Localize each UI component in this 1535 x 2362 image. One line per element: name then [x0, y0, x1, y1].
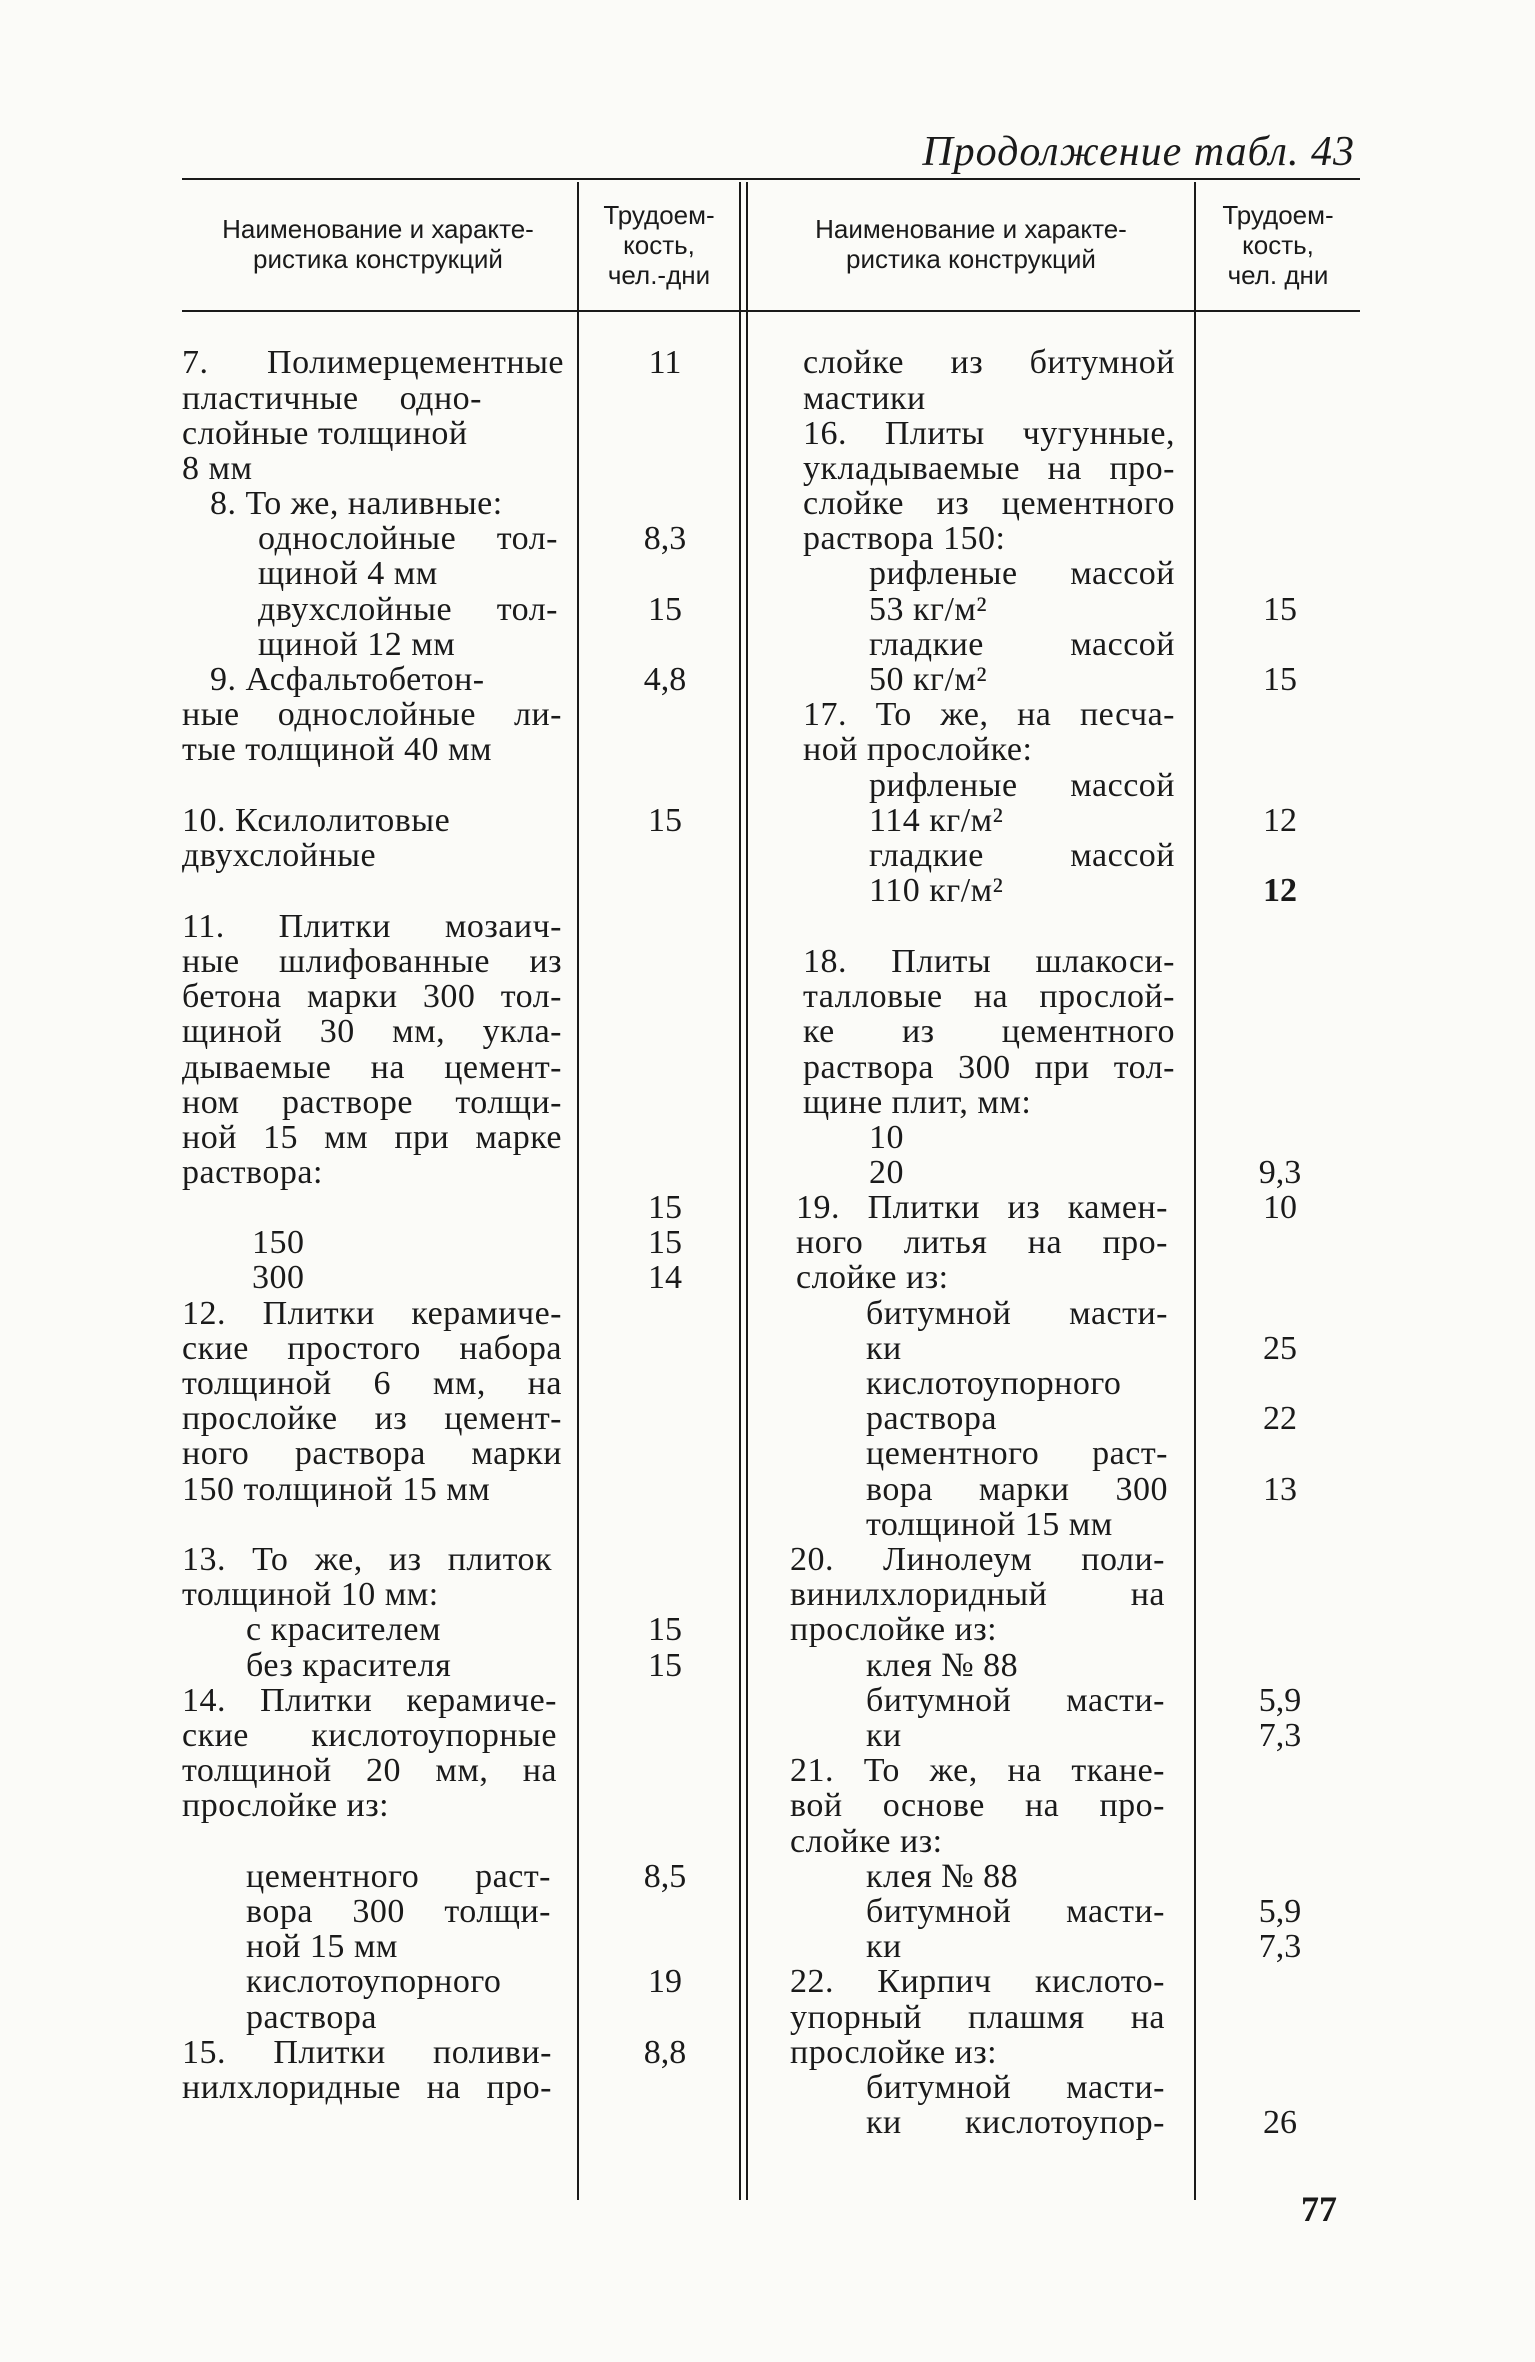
left-text-line: ного раствора марки — [182, 1435, 562, 1472]
left-text-line: щиной 30 мм, укла- — [182, 1013, 562, 1050]
left-text-line: 14. Плитки керамиче- — [182, 1682, 557, 1719]
right-labor-value: 25 — [1263, 1330, 1297, 1367]
right-text-line: клея № 88 — [866, 1647, 1019, 1684]
left-text-line: ной 15 мм — [246, 1928, 398, 1965]
left-text-line: толщиной 20 мм, на — [182, 1752, 557, 1789]
left-labor-value: 8,3 — [643, 520, 687, 557]
right-text-line: 22. Кирпич кислото- — [790, 1963, 1165, 2000]
right-labor-value: 9,3 — [1258, 1154, 1302, 1191]
right-text-line: ки — [866, 1717, 902, 1754]
right-text-line: 10 — [869, 1119, 904, 1156]
right-text-line: рифленые массой — [869, 767, 1175, 804]
right-text-line: гладкие массой — [869, 626, 1175, 663]
right-text-line: кислотоупорного — [866, 1365, 1122, 1402]
left-text-line: 15. Плитки поливи- — [182, 2034, 552, 2071]
left-labor-value: 8,5 — [643, 1858, 687, 1895]
right-text-line: вой основе на про- — [790, 1787, 1165, 1824]
left-text-line: с красителем — [246, 1611, 442, 1648]
right-text-line: рифленые массой — [869, 555, 1175, 592]
left-text-line: ном растворе толщи- — [182, 1084, 562, 1121]
right-text-line: 18. Плиты шлакоси- — [803, 943, 1175, 980]
left-text-line: вора 300 толщи- — [246, 1893, 551, 1930]
right-labor-value: 15 — [1263, 591, 1297, 628]
left-text-line: ские кислотоупорные — [182, 1717, 557, 1754]
right-text-line: раствора — [866, 1400, 997, 1437]
column-divider-center-1 — [739, 182, 741, 2200]
header-bottom-rule — [182, 310, 1360, 312]
right-text-line: прослойке из: — [790, 1611, 998, 1648]
right-text-line: винилхлоридный на — [790, 1576, 1165, 1613]
right-labor-value: 12 — [1263, 872, 1297, 909]
left-labor-value: 15 — [648, 1611, 682, 1648]
right-text-line: битумной масти- — [866, 1682, 1165, 1719]
right-labor-value: 10 — [1263, 1189, 1297, 1226]
right-text-line: 20. Линолеум поли- — [790, 1541, 1165, 1578]
right-text-line: битумной масти- — [866, 1295, 1168, 1332]
right-labor-value: 26 — [1263, 2104, 1297, 2141]
left-text-line: прослойке из цемент- — [182, 1400, 562, 1437]
left-text-line: 8 мм — [182, 450, 253, 487]
right-labor-value: 15 — [1263, 661, 1297, 698]
right-text-line: 16. Плиты чугунные, — [803, 415, 1175, 452]
table-top-rule — [182, 178, 1360, 180]
right-text-line: ке из цементного — [803, 1013, 1175, 1050]
header-name-left: Наименование и характе- ристика конструкций — [222, 214, 534, 274]
left-text-line: 150 — [252, 1224, 305, 1261]
right-text-line: ки — [866, 1928, 902, 1965]
left-text-line: 11. Плитки мозаич- — [182, 908, 562, 945]
left-labor-value: 14 — [648, 1259, 682, 1296]
right-labor-value: 13 — [1263, 1471, 1297, 1508]
left-text-line: ские простого набора — [182, 1330, 562, 1367]
right-text-line: раствора 150: — [803, 520, 1006, 557]
right-text-line: слойке из: — [796, 1259, 949, 1296]
right-text-line: раствора 300 при тол- — [803, 1049, 1175, 1086]
left-text-line: прослойке из: — [182, 1787, 390, 1824]
header-labor-left: Трудоем- кость, чел.-дни — [603, 200, 715, 290]
right-text-line: гладкие массой — [869, 837, 1175, 874]
left-text-line: 150 толщиной 15 мм — [182, 1471, 491, 1508]
right-text-line: упорный плашмя на — [790, 1999, 1165, 2036]
left-text-line: дываемые на цемент- — [182, 1049, 562, 1086]
right-text-line: 50 кг/м² — [869, 661, 988, 698]
left-text-line: раствора — [246, 1999, 377, 2036]
left-text-line: двухслойные тол- — [258, 591, 558, 628]
left-text-line: 12. Плитки керамиче- — [182, 1295, 562, 1332]
right-text-line: мастики — [803, 380, 926, 417]
right-labor-value: 12 — [1263, 802, 1297, 839]
header-name-right: Наименование и характе- ристика конструкций — [815, 214, 1127, 274]
right-text-line: прослойке из: — [790, 2034, 998, 2071]
right-labor-value: 7,3 — [1258, 1717, 1302, 1754]
right-text-line: толщиной 15 мм — [866, 1506, 1113, 1543]
left-text-line: ной 15 мм при марке — [182, 1119, 562, 1156]
left-text-line: ные шлифованные из — [182, 943, 562, 980]
left-text-line: 10. Ксилолитовые — [182, 802, 451, 839]
left-text-line: пластичные одно- — [182, 380, 482, 417]
right-text-line: ной прослойке: — [803, 731, 1033, 768]
left-text-line: 13. То же, из плиток — [182, 1541, 552, 1578]
right-text-line: ного литья на про- — [796, 1224, 1168, 1261]
left-text-line: ные однослойные ли- — [182, 696, 562, 733]
right-text-line: 19. Плитки из камен- — [796, 1189, 1168, 1226]
left-labor-value: 11 — [648, 344, 682, 381]
table-caption: Продолжение табл. 43 — [922, 129, 1355, 175]
left-text-line: 7. Полимерцементные — [182, 344, 564, 381]
right-text-line: битумной масти- — [866, 1893, 1165, 1930]
right-labor-value: 7,3 — [1258, 1928, 1302, 1965]
left-text-line: толщиной 6 мм, на — [182, 1365, 562, 1402]
right-text-line: битумной масти- — [866, 2069, 1165, 2106]
left-text-line: однослойные тол- — [258, 520, 558, 557]
left-labor-value: 19 — [648, 1963, 682, 2000]
right-text-line: талловые на прослой- — [803, 978, 1175, 1015]
right-text-line: 110 кг/м² — [869, 872, 1004, 909]
left-text-line: без красителя — [246, 1647, 452, 1684]
left-labor-value: 15 — [648, 591, 682, 628]
left-text-line: двухслойные — [182, 837, 377, 874]
left-labor-value: 4,8 — [643, 661, 687, 698]
page-number: 77 — [1301, 2189, 1337, 2229]
left-text-line: раствора: — [182, 1154, 323, 1191]
left-text-line: цементного раст- — [246, 1858, 551, 1895]
right-text-line: 20 — [869, 1154, 904, 1191]
left-text-line: слойные толщиной — [182, 415, 468, 452]
right-text-line: слойке из цементного — [803, 485, 1175, 522]
left-text-line: нилхлоридные на про- — [182, 2069, 552, 2106]
left-text-line: толщиной 10 мм: — [182, 1576, 439, 1613]
column-divider-right — [1194, 182, 1196, 2200]
left-labor-value: 8,8 — [643, 2034, 687, 2071]
right-text-line: 17. То же, на песча- — [803, 696, 1175, 733]
column-divider-left — [577, 182, 579, 2200]
right-labor-value: 22 — [1263, 1400, 1297, 1437]
column-divider-center-2 — [746, 182, 748, 2200]
left-text-line: щиной 4 мм — [258, 555, 438, 592]
left-text-line: 9. Асфальтобетон- — [210, 661, 485, 698]
left-labor-value: 15 — [648, 1224, 682, 1261]
right-text-line: 53 кг/м² — [869, 591, 988, 628]
right-text-line: ки — [866, 1330, 902, 1367]
right-text-line: 21. То же, на ткане- — [790, 1752, 1165, 1789]
right-text-line: ки кислотоупор- — [866, 2104, 1165, 2141]
right-text-line: укладываемые на про- — [803, 450, 1175, 487]
right-text-line: цементного раст- — [866, 1435, 1168, 1472]
right-labor-value: 5,9 — [1258, 1682, 1302, 1719]
right-text-line: вора марки 300 — [866, 1471, 1168, 1508]
left-text-line: бетона марки 300 тол- — [182, 978, 562, 1015]
header-labor-right: Трудоем- кость, чел. дни — [1222, 200, 1334, 290]
right-text-line: щине плит, мм: — [803, 1084, 1032, 1121]
right-text-line: слойке из битумной — [803, 344, 1175, 381]
left-text-line: 300 — [252, 1259, 305, 1296]
left-labor-value: 15 — [648, 802, 682, 839]
right-text-line: клея № 88 — [866, 1858, 1019, 1895]
left-text-line: кислотоупорного — [246, 1963, 502, 2000]
right-labor-value: 5,9 — [1258, 1893, 1302, 1930]
left-text-line: тые толщиной 40 мм — [182, 731, 493, 768]
left-text-line: щиной 12 мм — [258, 626, 456, 663]
right-text-line: слойке из: — [790, 1823, 943, 1860]
left-text-line: 8. То же, наливные: — [210, 485, 503, 522]
right-text-line: 114 кг/м² — [869, 802, 1004, 839]
left-labor-value: 15 — [648, 1647, 682, 1684]
left-labor-value: 15 — [648, 1189, 682, 1226]
